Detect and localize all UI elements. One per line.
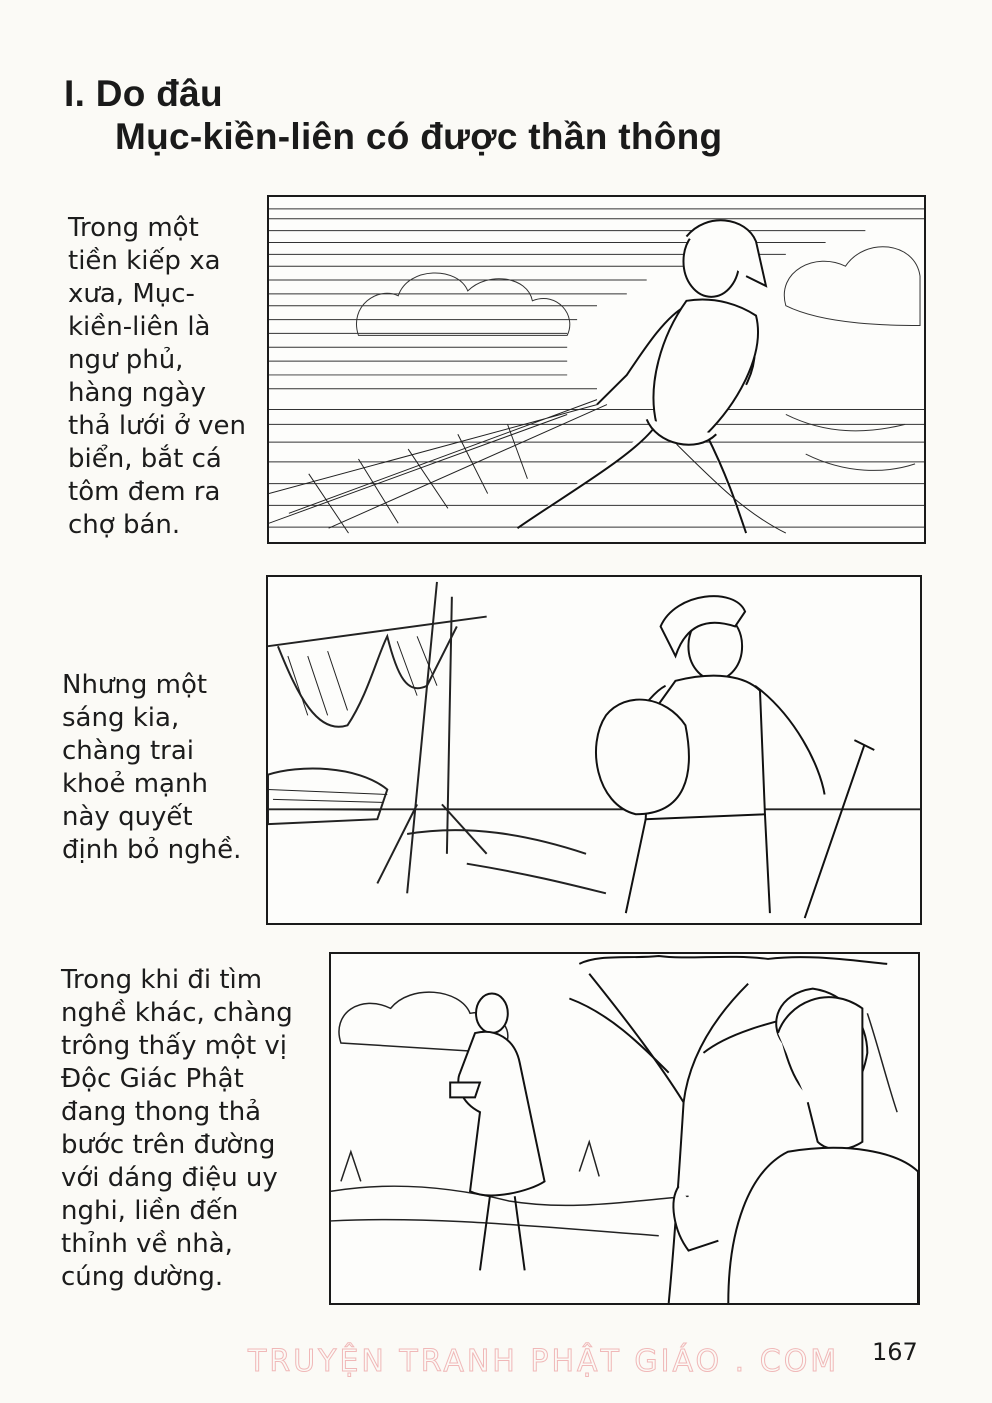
chapter-title-line1: I. Do đâu	[64, 73, 223, 114]
caption-line: trông thấy một vị	[61, 1031, 288, 1061]
caption-line: Nhưng một	[62, 670, 208, 700]
caption-line: cúng dường.	[61, 1262, 224, 1292]
panel-3-illustration	[329, 952, 920, 1305]
chapter-title	[64, 72, 722, 158]
panel-2-illustration	[266, 575, 922, 925]
caption-line: định bỏ nghề.	[62, 835, 242, 865]
caption-line: khoẻ mạnh	[62, 769, 208, 799]
fisherman-net-drawing	[269, 197, 924, 542]
caption-line: hàng ngày	[68, 378, 206, 408]
watermark: TRUYỆN TRANH PHẬT GIÁO . COM	[248, 1344, 840, 1379]
caption-line: tôm đem ra	[68, 477, 221, 507]
caption-line: thỉnh về nhà,	[61, 1229, 233, 1259]
panel-3-caption	[61, 964, 293, 1294]
caption-line: xưa, Mục-	[68, 279, 195, 309]
caption-line: ngư phủ,	[68, 345, 184, 375]
caption-line: kiền-liên là	[68, 312, 211, 342]
caption-line: Trong khi đi tìm	[61, 965, 263, 995]
panel-1-caption	[68, 212, 246, 542]
caption-line: này quyết	[62, 802, 193, 832]
panel-2-caption	[62, 669, 241, 867]
caption-line: Độc Giác Phật	[61, 1064, 244, 1094]
caption-line: nghi, liền đến	[61, 1196, 239, 1226]
caption-line: nghề khác, chàng	[61, 998, 293, 1028]
fisherman-leaving-drawing	[268, 577, 920, 923]
caption-line: sáng kia,	[62, 703, 180, 733]
caption-line: đang thong thả	[61, 1097, 262, 1127]
caption-line: thả lưới ở ven	[68, 411, 247, 441]
caption-line: chợ bán.	[68, 510, 181, 540]
caption-line: bước trên đường	[61, 1130, 276, 1160]
caption-line: biển, bắt cá	[68, 444, 222, 474]
caption-line: Trong một	[68, 213, 199, 243]
monk-under-tree-drawing	[331, 954, 918, 1303]
caption-line: tiền kiếp xa	[68, 246, 221, 276]
panel-1-illustration	[267, 195, 926, 544]
chapter-title-line2: Mục-kiền-liên có được thần thông	[115, 116, 723, 157]
caption-line: với dáng điệu uy	[61, 1163, 278, 1193]
page-number: 167	[872, 1338, 918, 1366]
caption-line: chàng trai	[62, 736, 194, 766]
